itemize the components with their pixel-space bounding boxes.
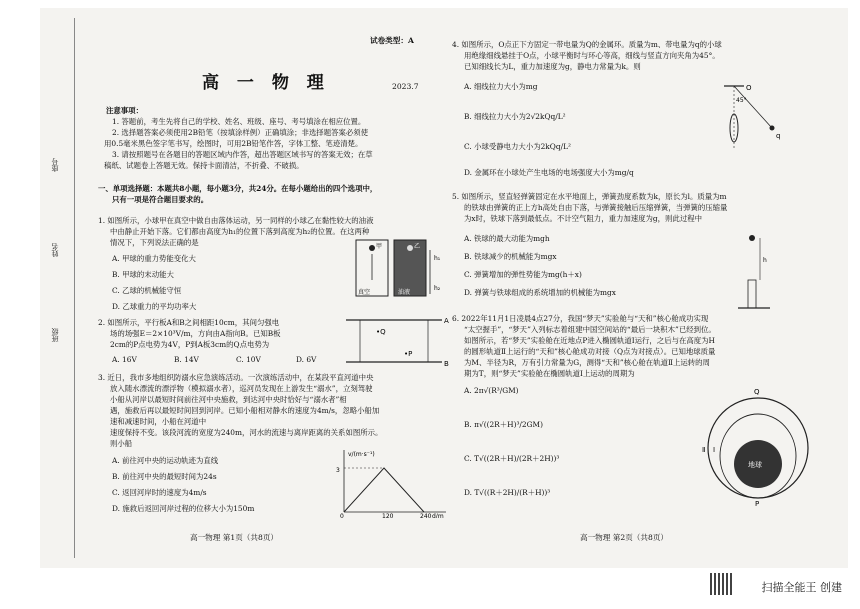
q4-figure bbox=[700, 80, 800, 156]
q5-stem: 的铁球由弹簧的正上方h高处自由下落，与弹簧接触后压缩弹簧，当弹簧的压缩量 bbox=[464, 203, 728, 212]
q3-chart bbox=[330, 448, 450, 518]
q5-option-c: C. 弹簧增加的弹性势能为mg(h＋x) bbox=[464, 270, 582, 279]
q4-option-a: A. 细线拉力大小为mg bbox=[464, 82, 538, 91]
q6-label-i: Ⅰ bbox=[713, 446, 716, 454]
q4-option-b: B. 细线拉力大小为2√2kQq/L² bbox=[464, 112, 566, 121]
q5-stem: 5. 如图所示，竖直轻弹簧固定在水平地面上，弹簧劲度系数为k，原长为l。质量为m bbox=[452, 192, 727, 201]
q2-stem: 场的场强E＝2×10³V/m，方向由A指向B。已知B板 bbox=[110, 329, 281, 338]
q3-stem: 速度保持不变。该段河流的宽度为240m，河水的流速与离岸距离的关系如图所示。 bbox=[110, 428, 383, 437]
q6-label-earth: 地球 bbox=[748, 461, 762, 469]
q6-stem: “太空握手”，“梦天”入列标志着组建中国空间站的“最后一块积木”已经到位。 bbox=[464, 325, 716, 334]
notice-title: 注意事项： bbox=[106, 106, 143, 115]
q3-xlabel: d/m bbox=[432, 513, 444, 518]
q3-option-a: A. 前往河中央的运动轨迹为直线 bbox=[112, 456, 219, 465]
q1-stem: 情况下，下列说法正确的是 bbox=[110, 238, 199, 247]
q1-figure bbox=[350, 236, 450, 302]
notice-line: 1. 答题前，考生先将自己的学校、姓名、班级、座号、考号填涂在相应位置。 bbox=[112, 117, 366, 126]
q6-label-q: Q bbox=[754, 388, 760, 396]
q4-label-angle: 45° bbox=[736, 97, 747, 104]
notice-line: 3. 请按照题号在各题目的答题区域内作答，超出答题区域书写的答案无效；在草 bbox=[112, 150, 373, 159]
q6-figure bbox=[700, 382, 810, 508]
q3-stem: 3. 近日，我市多地组织防溺水应急演练活动。一次演练活动中，在某段平直河道中央 bbox=[98, 373, 374, 382]
q6-label-p: P bbox=[755, 500, 760, 508]
q6-label-ii: Ⅱ bbox=[702, 446, 706, 454]
exam-date: 2023.7 bbox=[392, 82, 419, 91]
q1-option-c: C. 乙球的机械能守恒 bbox=[112, 286, 182, 295]
q1-option-a: A. 甲球的重力势能变化大 bbox=[112, 254, 196, 263]
page-title: 高 一 物 理 bbox=[202, 73, 330, 93]
notice-line: 用0.5毫米黑色签字笔书写，绘图时，可用2B铅笔作答，字体工整、笔迹清楚。 bbox=[104, 139, 363, 148]
q6-option-b: B. π√((2R＋H)³/2GM) bbox=[464, 420, 543, 429]
notice-line: 稿纸、试题卷上答题无效。保持卡面清洁，不折叠、不破损。 bbox=[104, 161, 304, 170]
q1-label-jia: 甲 bbox=[376, 243, 383, 250]
q6-stem: 的圆形轨道Ⅱ上运行的“天和”核心舱成功对接（Q点为对接点）。已知地球质量 bbox=[464, 347, 716, 356]
q3-y-tick: 3 bbox=[336, 467, 340, 474]
q3-ylabel: v/(m·s⁻¹) bbox=[348, 451, 375, 458]
q2-stem: 2. 如图所示，平行板A和B之间相距10cm，其间匀强电 bbox=[98, 318, 280, 327]
q4-label-q: q bbox=[776, 132, 781, 140]
q3-stem: 速和减速时间，小船在河道中 bbox=[110, 417, 207, 426]
q6-option-d: D. T√((R＋2H)/(R＋H))³ bbox=[464, 488, 551, 497]
q1-label-vacuum: 真空 bbox=[358, 289, 371, 296]
q6-option-c: C. T√((2R＋H)/(2R＋2H))³ bbox=[464, 454, 560, 463]
q1-label-oil: 油液 bbox=[398, 289, 411, 296]
q1-option-d: D. 乙球重力的平均功率大 bbox=[112, 302, 197, 311]
q3-option-c: C. 返回河岸时的速度为4m/s bbox=[112, 488, 207, 497]
q3-x-tick-0: 0 bbox=[340, 513, 344, 518]
q2-option-b: B. 14V bbox=[174, 355, 199, 364]
q3-option-b: B. 前往河中央的最短时间为24s bbox=[112, 472, 217, 481]
q6-stem: 期为T，则“梦天”实验舱在椭圆轨道Ⅰ上运动的周期为 bbox=[464, 369, 635, 378]
q4-option-d: D. 金属环在小球处产生电场的电场强度大小为mg/q bbox=[464, 168, 634, 177]
q4-option-c: C. 小球受静电力大小为2kQq/L² bbox=[464, 142, 571, 151]
exam-sheet bbox=[40, 8, 848, 568]
q6-stem: 如图所示，若“梦天”实验舱在近地点P进入椭圆轨道Ⅰ运行，之后与在高度为H bbox=[464, 336, 716, 345]
q6-stem: 6. 2022年11月1日凌晨4点27分，我国“梦天”实验舱与“天和”核心舱成功实现 bbox=[452, 314, 709, 323]
q2-stem: 2cm的P点电势为4V，P到A板3cm的Q点电势为 bbox=[110, 340, 270, 349]
q2-label-p: •P bbox=[404, 350, 413, 358]
notice-line: 2. 选择题答案必须使用2B铅笔（按填涂样例）正确填涂；非选择题答案必须使 bbox=[112, 128, 369, 137]
q4-stem: 4. 如图所示，O点正下方固定一带电量为Q的金属环。质量为m、带电量为q的小球 bbox=[452, 40, 722, 49]
section-heading: 一、单项选择题：本题共8小题，每小题3分，共24分。在每小题给出的四个选项中， bbox=[98, 184, 378, 193]
q1-label-h2: h₂ bbox=[434, 285, 441, 292]
margin-label-seat: 座号 bbox=[51, 158, 59, 172]
q2-option-c: C. 10V bbox=[236, 355, 261, 364]
q3-velocity-line bbox=[344, 468, 424, 512]
section-heading: 只有一项是符合题目要求的。 bbox=[112, 195, 209, 204]
binding-line bbox=[74, 18, 75, 558]
footer-left: 高一物理 第1页（共8页） bbox=[190, 533, 279, 542]
q4-stem: 已知细线长为L，重力加速度为g，静电力常量为k。则 bbox=[464, 62, 641, 71]
q3-stem: 小船从河岸以最短时间前往河中央施救，到达河中央时恰好与“溺水者”相 bbox=[110, 395, 347, 404]
q5-stem: 为x时，铁球下落到最低点。不计空气阻力，重力加速度为g，则此过程中 bbox=[464, 214, 703, 223]
q3-option-d: D. 施救后返回河岸过程的位移大小为150m bbox=[112, 504, 255, 513]
q1-label-h1: h₁ bbox=[434, 255, 441, 262]
q3-stem: 则小船 bbox=[110, 439, 133, 448]
q6-option-a: A. 2π√(R³/GM) bbox=[464, 386, 519, 395]
q1-label-yi: 乙 bbox=[414, 243, 421, 250]
q2-label-q: •Q bbox=[376, 328, 386, 336]
footer-right: 高一物理 第2页（共8页） bbox=[580, 533, 669, 542]
q3-x-tick-1: 120 bbox=[382, 513, 394, 518]
q2-label-b: B bbox=[444, 360, 449, 368]
q4-stem: 用绝缘细线悬挂于O点，小球平衡时与环心等高，细线与竖直方向夹角为45°。 bbox=[464, 51, 720, 60]
q6-stem: 为M、半径为R，万有引力常量为G，测得“天和”核心舱在轨道Ⅱ上运转的周 bbox=[464, 358, 710, 367]
q5-option-d: D. 弹簧与铁球组成的系统增加的机械能为mgx bbox=[464, 288, 616, 297]
q5-option-b: B. 铁球减少的机械能为mgx bbox=[464, 252, 557, 261]
q2-figure bbox=[340, 314, 452, 370]
q2-label-a: A bbox=[444, 317, 449, 325]
q3-stem: 遇，施救后再以最短时间回到河岸。已知小船相对静水的速度为4m/s，忽略小船加 bbox=[110, 406, 380, 415]
q1-stem: 中由静止开始下落。它们都由高度为h₁的位置下落到高度为h₂的位置。在这两种 bbox=[110, 227, 370, 236]
q5-figure bbox=[730, 232, 790, 316]
qr-code-icon bbox=[710, 573, 732, 595]
q2-option-d: D. 6V bbox=[296, 355, 317, 364]
margin-label-class: 班级 bbox=[51, 328, 59, 342]
margin-label-name: 姓名 bbox=[51, 243, 59, 257]
q2-option-a: A. 16V bbox=[112, 355, 137, 364]
q5-label-h: h bbox=[763, 257, 767, 264]
scanner-brand: 扫描全能王 创建 bbox=[761, 581, 842, 594]
q5-option-a: A. 铁球的最大动能为mgh bbox=[464, 234, 550, 243]
q3-x-tick-2: 240 bbox=[420, 513, 432, 518]
exam-type: 试卷类型：A bbox=[370, 36, 414, 45]
q4-label-o: O bbox=[746, 84, 752, 92]
q1-stem: 1. 如图所示，小球甲在真空中做自由落体运动，另一同样的小球乙在黏性较大的油液 bbox=[98, 216, 374, 225]
q1-option-b: B. 甲球的末动能大 bbox=[112, 270, 174, 279]
q3-stem: 放入随水漂流的漂浮物（模拟溺水者），巡河员发现在上游发生“溺水”，立刻驾驶 bbox=[110, 384, 373, 393]
